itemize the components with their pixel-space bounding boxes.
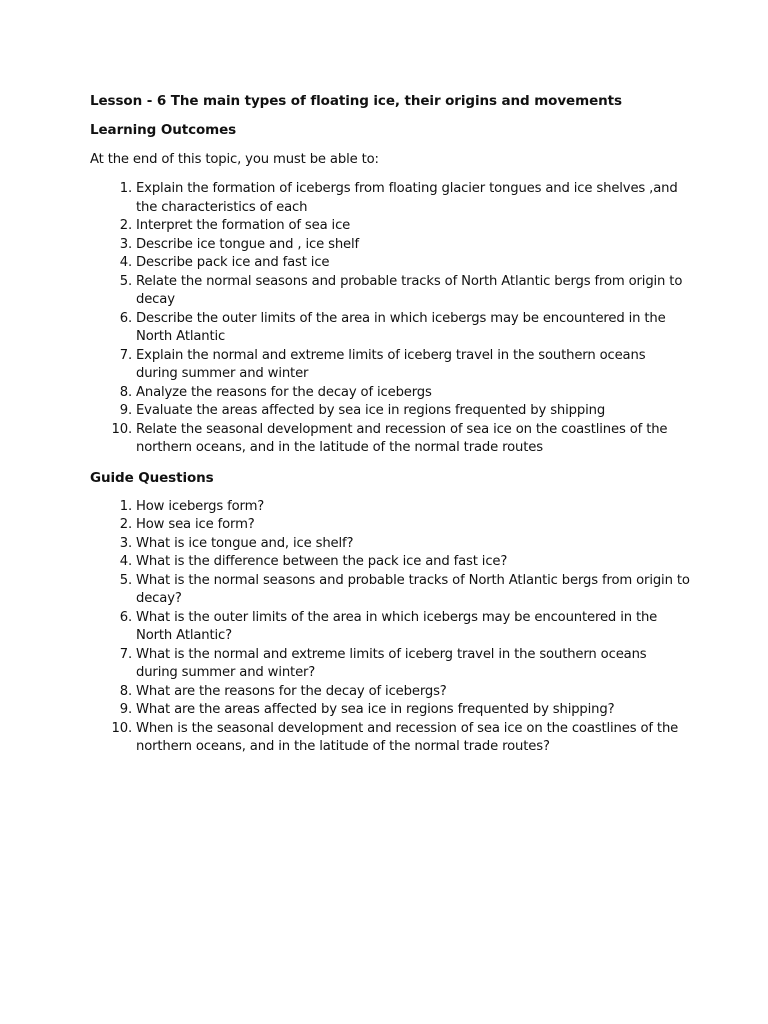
list-item-text: What are the reasons for the decay of icebergs? [136, 683, 447, 699]
list-item [90, 273, 690, 310]
document-page [90, 92, 690, 757]
list-item [90, 609, 690, 646]
list-item-text: Explain the formation of icebergs from floating glacier tongues and ice shelves ,and the characteristics of each [136, 181, 678, 215]
list-item-number: 1. [119, 181, 132, 196]
list-item [90, 498, 690, 517]
list-item [90, 646, 690, 683]
list-item [90, 701, 690, 720]
list-item-text: How sea ice form? [136, 517, 255, 532]
list-item [90, 310, 690, 347]
list-item-text: Analyze the reasons for the decay of icebergs [136, 384, 432, 400]
list-item [90, 683, 690, 702]
list-item-number: 3. [119, 236, 132, 252]
list-item [90, 535, 690, 554]
list-item-text: Describe pack ice and fast ice [136, 255, 330, 270]
outcomes-intro: At the end of this topic, you must be able to: [90, 152, 379, 167]
list-item-number: 9. [119, 702, 132, 717]
list-item-number: 8. [119, 683, 132, 699]
list-item-text: What is the normal and extreme limits of iceberg travel in the southern oceans during summer and winter? [136, 646, 647, 680]
list-item [90, 384, 690, 403]
learning-outcomes-list [90, 180, 690, 458]
learning-outcomes-heading: Learning Outcomes [90, 122, 237, 138]
list-item-number: 1. [119, 498, 132, 514]
list-item-text: What is ice tongue and, ice shelf? [136, 535, 354, 551]
list-item [90, 254, 690, 273]
list-item-number: 7. [119, 646, 132, 662]
list-item-text: Explain the normal and extreme limits of iceberg travel in the southern oceans during summer and winter [136, 347, 646, 381]
list-item [90, 720, 690, 757]
guide-questions-list [90, 498, 690, 757]
list-item-number: 6. [119, 310, 132, 326]
list-item-number: 5. [119, 273, 132, 289]
list-item [90, 421, 690, 458]
list-item-number: 10. [111, 421, 132, 437]
list-item-number: 8. [119, 384, 132, 400]
list-item-text: How icebergs form? [136, 498, 265, 514]
list-item [90, 402, 690, 421]
list-item [90, 180, 690, 217]
list-item [90, 553, 690, 572]
list-item-number: 2. [119, 517, 132, 532]
list-item-text: When is the seasonal development and recession of sea ice on the coastlines of the northern oceans, and in the latitude of the normal trade routes? [136, 720, 679, 754]
list-item-number: 7. [119, 347, 132, 363]
list-item-text: What are the areas affected by sea ice in regions frequented by shipping? [136, 702, 615, 717]
list-item [90, 217, 690, 236]
list-item [90, 236, 690, 255]
list-item-number: 4. [119, 554, 132, 569]
list-item-text: What is the normal seasons and probable tracks of North Atlantic bergs from origin to decay? [136, 572, 690, 606]
list-item-text: Relate the normal seasons and probable tracks of North Atlantic bergs from origin to decay [136, 273, 683, 307]
list-item [90, 516, 690, 535]
list-item-text: Evaluate the areas affected by sea ice in regions frequented by shipping [136, 403, 606, 418]
list-item-text: Interpret the formation of sea ice [136, 218, 351, 233]
guide-questions-heading: Guide Questions [90, 469, 214, 486]
list-item-text: Describe ice tongue and , ice shelf [136, 236, 360, 252]
list-item-number: 9. [119, 403, 132, 418]
list-item-number: 6. [119, 609, 132, 625]
list-item-number: 10. [111, 720, 132, 736]
list-item-text: What is the difference between the pack ice and fast ice? [136, 554, 508, 569]
list-item-text: Relate the seasonal development and recession of sea ice on the coastlines of the northern oceans, and in the latitude of the normal trade routes [136, 421, 668, 455]
list-item-number: 3. [119, 535, 132, 551]
lesson-title: Lesson - 6 The main types of floating ice, their origins and movements [90, 93, 622, 109]
list-item-number: 5. [119, 572, 132, 588]
list-item-number: 2. [119, 218, 132, 233]
list-item [90, 347, 690, 384]
list-item [90, 572, 690, 609]
list-item-text: Describe the outer limits of the area in which icebergs may be encountered in the North Atlantic [136, 310, 666, 344]
list-item-text: What is the outer limits of the area in which icebergs may be encountered in the North Atlantic? [136, 609, 658, 643]
list-item-number: 4. [119, 255, 132, 270]
